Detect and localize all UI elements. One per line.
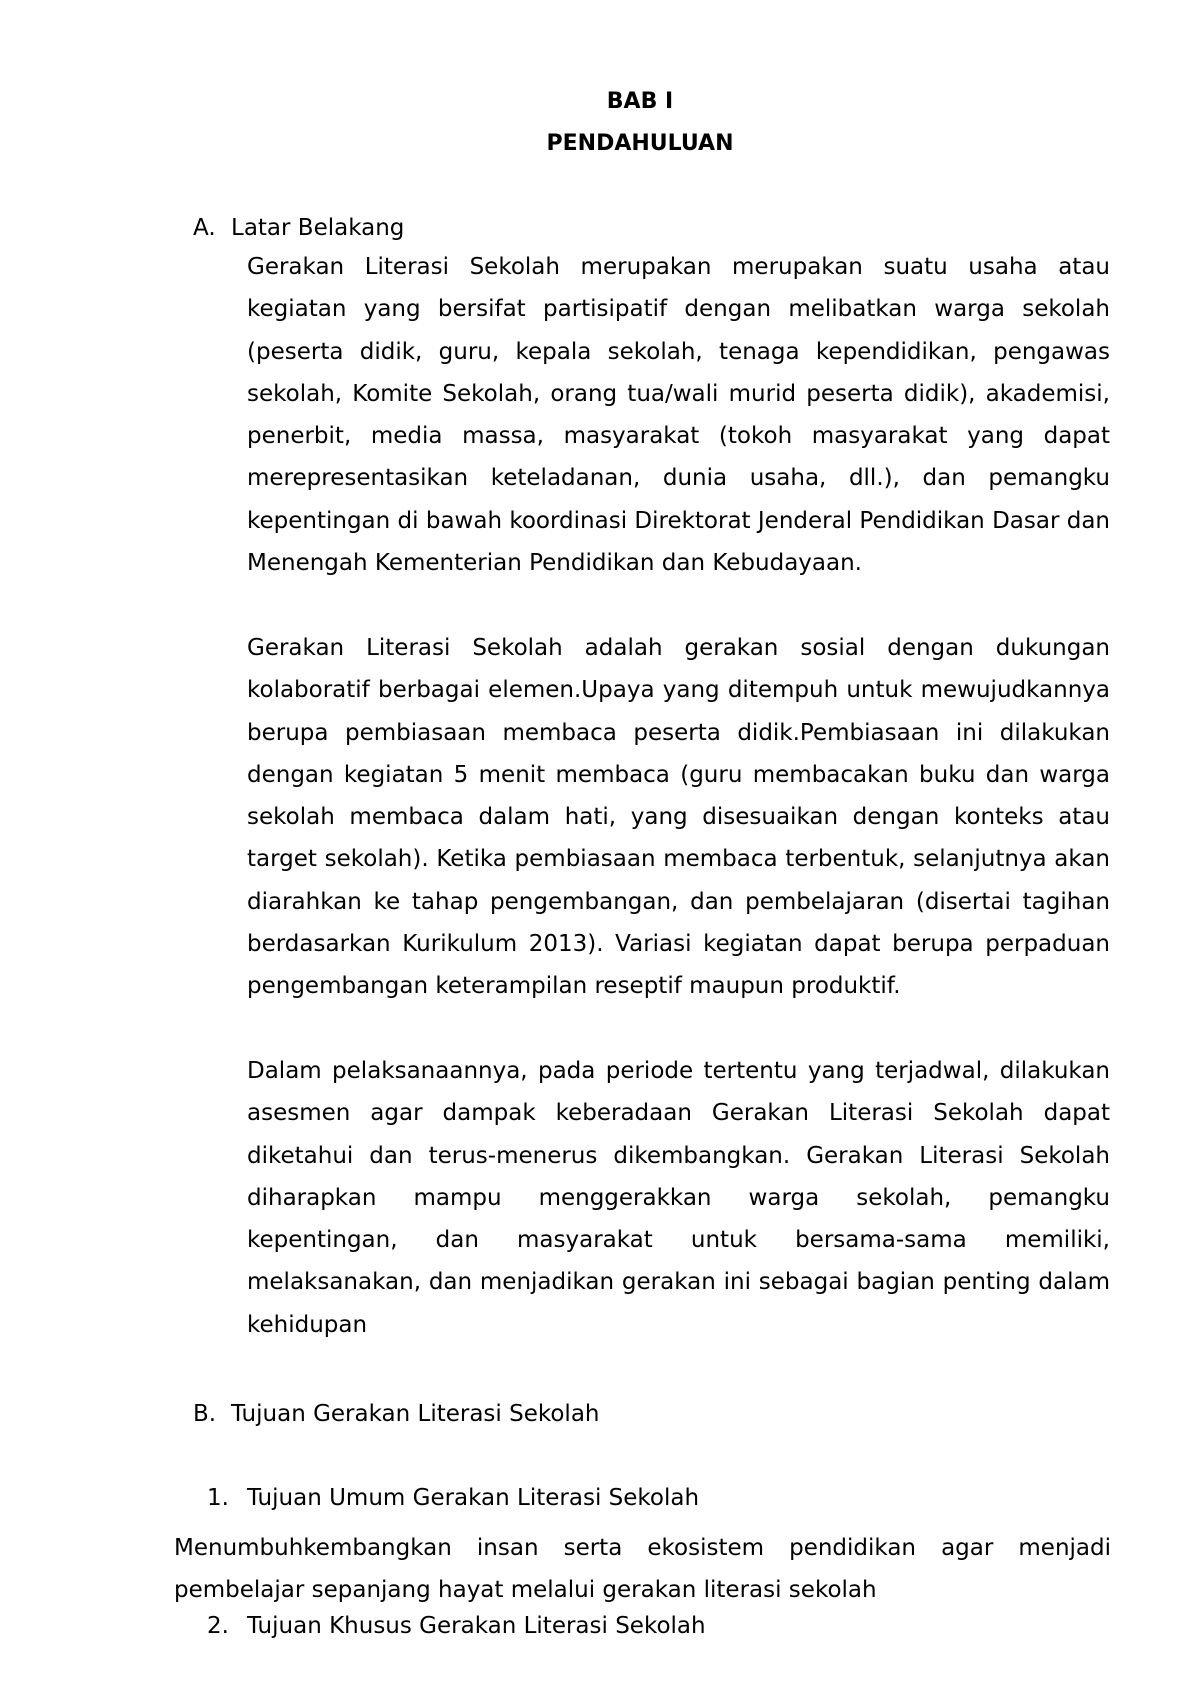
background-paragraph-2: Gerakan Literasi Sekolah adalah gerakan sosial dengan dukungan kolaboratif berbagai elemen.Upaya yang ditempuh untuk mewujudkannya berupa pembiasaan membaca peserta didik.Pembiasaan ini dilakukan dengan kegiatan 5 menit membaca (guru membacakan buku dan warga sekolah membaca dalam hati, yang disesuaikan dengan konteks atau target sekolah). Ketika pembiasaan membaca terbentuk, selanjutnya akan diarahkan ke tahap pengembangan, dan pembelajaran (disertai tagihan berdasarkan Kurikulum 2013). Variasi kegiatan dapat berupa perpaduan pengembangan keterampilan reseptif maupun produktif. (247, 635, 1110, 1000)
list-item-2-title: Tujuan Khusus Gerakan Literasi Sekolah (247, 1613, 706, 1639)
list-item-2-heading (207, 1611, 706, 1641)
section-a-heading (193, 213, 404, 243)
list-item-1-marker: 1. (207, 1485, 229, 1511)
chapter-number: BAB I (606, 89, 674, 114)
section-a-marker: A. (193, 215, 216, 241)
chapter-title: PENDAHULUAN (546, 131, 734, 156)
list-item-1-heading (207, 1483, 699, 1513)
list-item-2-marker: 2. (207, 1613, 229, 1639)
background-paragraph-3: Dalam pelaksanaannya, pada periode tertentu yang terjadwal, dilakukan asesmen agar dampak keberadaan Gerakan Literasi Sekolah dapat diketahui dan terus-menerus dikembangkan. Gerakan Literasi Sekolah diharapkan mampu menggerakkan warga sekolah, pemangku kepentingan, dan masyarakat untuk bersama-sama memiliki, melaksanakan, dan menjadikan gerakan ini sebagai bagian penting dalam kehidupan (247, 1058, 1110, 1338)
section-b-heading (193, 1399, 600, 1429)
general-goal-paragraph: Menumbuhkembangkan insan serta ekosistem pendidikan agar menjadi pembelajar sepanjang hayat melalui gerakan literasi sekolah (174, 1535, 1111, 1603)
list-item-1-title: Tujuan Umum Gerakan Literasi Sekolah (247, 1485, 700, 1511)
section-b-title: Tujuan Gerakan Literasi Sekolah (231, 1401, 600, 1427)
background-paragraph-1: Gerakan Literasi Sekolah merupakan merupakan suatu usaha atau kegiatan yang bersifat partisipatif dengan melibatkan warga sekolah (peserta didik, guru, kepala sekolah, tenaga kependidikan, pengawas sekolah, Komite Sekolah, orang tua/wali murid peserta didik), akademisi, penerbit, media massa, masyarakat (tokoh masyarakat yang dapat merepresentasikan keteladanan, dunia usaha, dll.), dan pemangku kepentingan di bawah koordinasi Direktorat Jenderal Pendidikan Dasar dan Menengah Kementerian Pendidikan dan Kebudayaan. (247, 254, 1110, 577)
section-b-marker: B. (193, 1401, 217, 1427)
section-a-title: Latar Belakang (231, 215, 405, 241)
